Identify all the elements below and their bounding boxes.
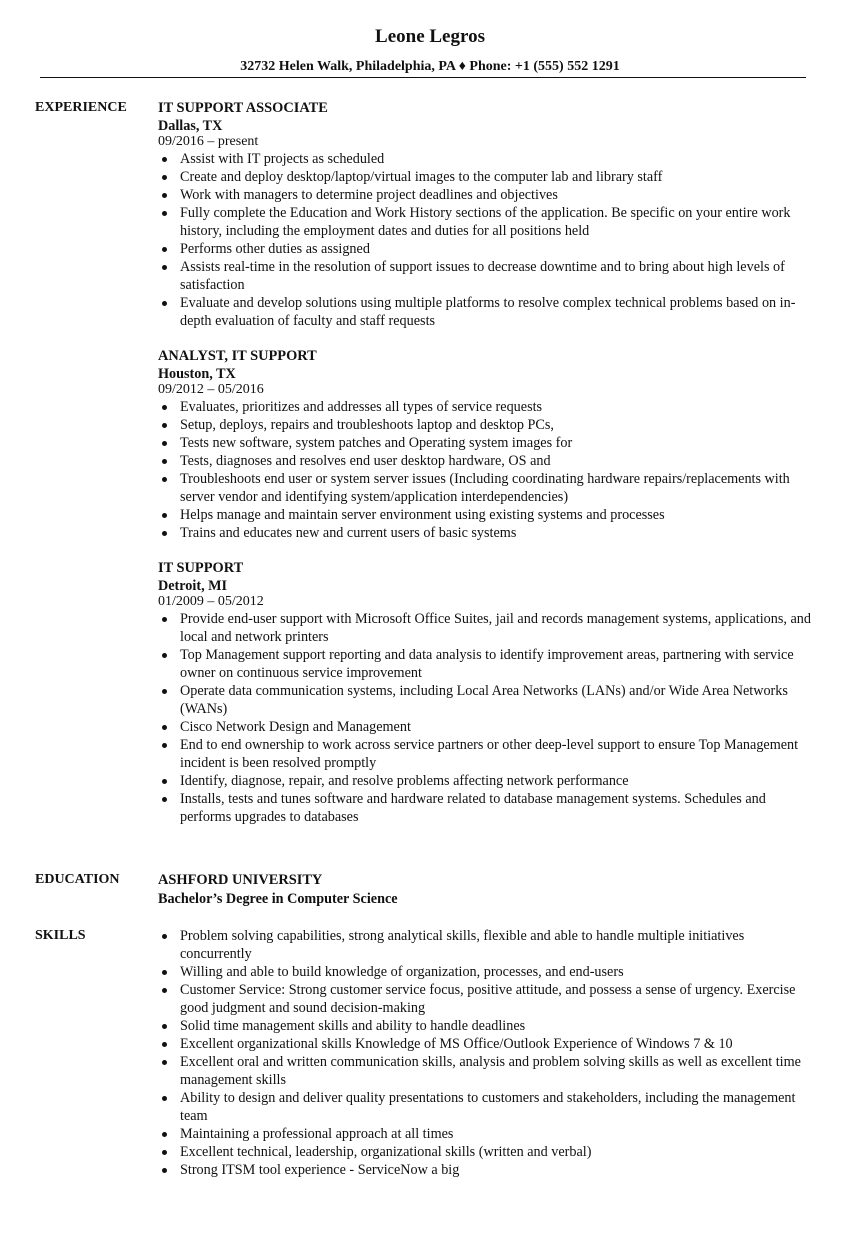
experience-heading: EXPERIENCE: [35, 100, 127, 115]
duty-item: Troubleshoots end user or system server issues (Including coordinating hardware repairs/replacements with server vendor and identifying system/application interdependencies): [158, 470, 818, 506]
job-dates: 09/2016 – present: [158, 134, 259, 149]
job-dates: 09/2012 – 05/2016: [158, 382, 264, 397]
duty-item: Assists real-time in the resolution of support issues to decrease downtime and to bring about high levels of satisfaction: [158, 258, 818, 294]
skills-list: [158, 927, 818, 1179]
skill-item: Customer Service: Strong customer service focus, positive attitude, and possess a sense of urgency. Exercise good judgment and sound decision-making: [158, 981, 818, 1017]
duty-item: Top Management support reporting and data analysis to identify improvement areas, partnering with service owner on continuous service improvement: [158, 646, 818, 682]
duty-item: Assist with IT projects as scheduled: [158, 150, 818, 168]
job-entry: [158, 559, 818, 826]
job-title: IT SUPPORT: [158, 560, 244, 576]
job-duties: [158, 610, 818, 826]
duty-item: Evaluate and develop solutions using multiple platforms to resolve complex technical problems based on in-depth evaluation of faculty and staff requests: [158, 294, 818, 330]
job-location: Dallas, TX: [158, 118, 223, 134]
skill-item: Strong ITSM tool experience - ServiceNow a big: [158, 1161, 818, 1179]
duty-item: Tests new software, system patches and Operating system images for: [158, 434, 818, 452]
skill-item: Excellent technical, leadership, organizational skills (written and verbal): [158, 1143, 818, 1161]
experience-list: [158, 99, 818, 843]
duty-item: Fully complete the Education and Work History sections of the application. Be specific on your entire work history, including the employment dates and duties for all positions held: [158, 204, 818, 240]
duty-item: Helps manage and maintain server environment using existing systems and processes: [158, 506, 818, 524]
school-name: ASHFORD UNIVERSITY: [158, 872, 323, 888]
duty-item: Operate data communication systems, including Local Area Networks (LANs) and/or Wide Area Networks (WANs): [158, 682, 818, 718]
duty-item: Provide end-user support with Microsoft Office Suites, jail and records management systems, applications, and local and network printers: [158, 610, 818, 646]
job-entry: [158, 347, 818, 542]
duty-item: Installs, tests and tunes software and hardware related to database management systems. Schedules and performs upgrades to databases: [158, 790, 818, 826]
education-entry: [158, 871, 818, 909]
duty-item: End to end ownership to work across service partners or other deep-level support to ensure Top Management incident is been resolved promptly: [158, 736, 818, 772]
duty-item: Create and deploy desktop/laptop/virtual images to the computer lab and library staff: [158, 168, 818, 186]
header-divider: [40, 77, 806, 78]
degree-name: Bachelor’s Degree in Computer Science: [158, 891, 398, 907]
duty-item: Identify, diagnose, repair, and resolve problems affecting network performance: [158, 772, 818, 790]
duty-item: Evaluates, prioritizes and addresses all types of service requests: [158, 398, 818, 416]
skill-item: Maintaining a professional approach at all times: [158, 1125, 818, 1143]
skills-list-wrap: [158, 927, 818, 1179]
job-location: Detroit, MI: [158, 578, 228, 594]
skill-item: Willing and able to build knowledge of organization, processes, and end-users: [158, 963, 818, 981]
skill-item: Problem solving capabilities, strong analytical skills, flexible and able to handle multiple initiatives concurrently: [158, 927, 818, 963]
skills-heading: SKILLS: [35, 928, 86, 943]
job-entry: [158, 99, 818, 330]
duty-item: Performs other duties as assigned: [158, 240, 818, 258]
duty-item: Tests, diagnoses and resolves end user desktop hardware, OS and: [158, 452, 818, 470]
job-title: IT SUPPORT ASSOCIATE: [158, 100, 328, 116]
job-dates: 01/2009 – 05/2012: [158, 594, 264, 609]
job-duties: [158, 398, 818, 542]
job-location: Houston, TX: [158, 366, 236, 382]
contact-line: 32732 Helen Walk, Philadelphia, PA ♦ Phone: +1 (555) 552 1291: [240, 59, 620, 74]
duty-item: Setup, deploys, repairs and troubleshoots laptop and desktop PCs,: [158, 416, 818, 434]
job-title: ANALYST, IT SUPPORT: [158, 348, 317, 364]
job-duties: [158, 150, 818, 330]
skill-item: Excellent organizational skills Knowledge of MS Office/Outlook Experience of Windows 7 & 10: [158, 1035, 818, 1053]
skill-item: Excellent oral and written communication skills, analysis and problem solving skills as well as excellent time management skills: [158, 1053, 818, 1089]
education-heading: EDUCATION: [35, 872, 120, 887]
skill-item: Ability to design and deliver quality presentations to customers and stakeholders, including the management team: [158, 1089, 818, 1125]
duty-item: Work with managers to determine project deadlines and objectives: [158, 186, 818, 204]
duty-item: Cisco Network Design and Management: [158, 718, 818, 736]
duty-item: Trains and educates new and current users of basic systems: [158, 524, 818, 542]
skill-item: Solid time management skills and ability to handle deadlines: [158, 1017, 818, 1035]
candidate-name: Leone Legros: [375, 26, 485, 47]
